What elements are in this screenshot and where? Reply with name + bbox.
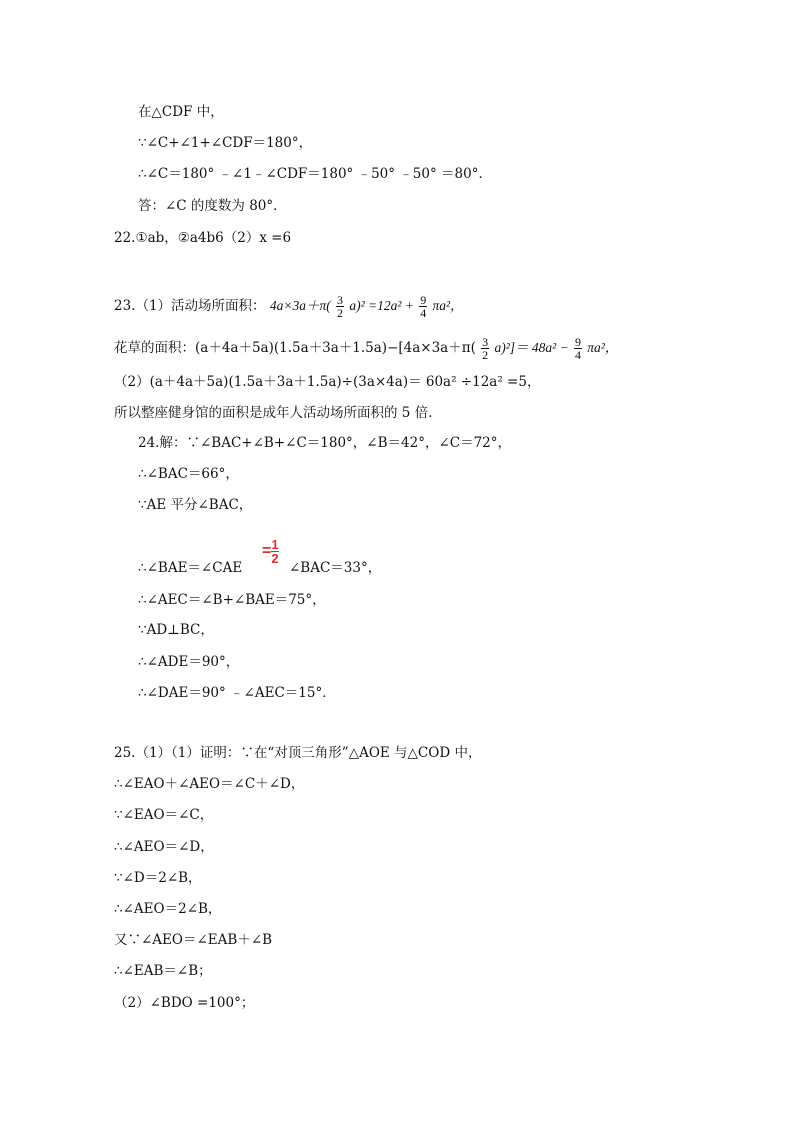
text-line: ∴∠BAC＝66°， — [138, 466, 239, 482]
fraction — [336, 294, 344, 319]
fraction — [419, 294, 427, 319]
text-line: ∴∠BAE＝∠CAE — [138, 560, 243, 576]
text-line: ∴∠ADE＝90°， — [138, 654, 240, 670]
fraction-denominator: 2 — [337, 306, 344, 320]
annotation-numerator: 1 — [271, 537, 279, 552]
text-line: ∴∠AEO＝2∠B， — [114, 901, 222, 917]
text-line: 24.解：∵∠BAC+∠B+∠C＝180°，∠B＝42°，∠C＝72°， — [138, 435, 512, 451]
text-line: ∵∠EAO＝∠C， — [114, 807, 214, 823]
text-line: ∵∠D＝2∠B， — [114, 870, 202, 886]
fraction-numerator: 9 — [420, 293, 427, 307]
text-line: ∴∠AEC＝∠B+∠BAE＝75°， — [138, 592, 326, 608]
text-line: ∵AE 平分∠BAC， — [138, 497, 253, 513]
fraction-denominator: 2 — [482, 348, 489, 362]
fraction-numerator: 9 — [574, 335, 581, 349]
fraction — [574, 336, 582, 361]
text-line: 答：∠C 的度数为 80°． — [138, 198, 287, 214]
math-segment: 4a×3a＋π( — [269, 298, 331, 313]
fraction-numerator: 3 — [482, 335, 489, 349]
text-line: ∴∠C＝180° ﹣∠1﹣∠CDF＝180° ﹣50° ﹣50° ＝80°． — [138, 166, 492, 182]
text-line: （2）∠BDO =100°； — [114, 995, 255, 1011]
text-line: 所以整座健身馆的面积是成年人活动场所面积的 5 倍. — [114, 405, 433, 421]
math-line — [114, 294, 464, 319]
text-line: 又∵∠AEO＝∠EAB＋∠B — [114, 932, 273, 948]
text-line: ∠BAC＝33°， — [289, 560, 382, 576]
fraction-numerator: 3 — [337, 293, 344, 307]
text-segment: 花草的面积：(a＋4a＋5a)(1.5a＋3a＋1.5a)−[4a×3a＋π( — [114, 340, 476, 356]
annotation-denominator: 2 — [271, 551, 279, 566]
fraction — [481, 336, 489, 361]
text-line: ∵AD⊥BC， — [138, 622, 214, 638]
text-line: ∴∠DAE＝90° ﹣∠AEC＝15°． — [138, 685, 336, 701]
math-line — [114, 336, 618, 361]
text-line: ∴∠AEO＝∠D， — [114, 839, 214, 855]
text-line: 22.①ab，②a4b6（2）x =6 — [114, 230, 292, 246]
text-line: ∴∠EAO＋∠AEO＝∠C＋∠D， — [114, 776, 305, 792]
text-line: ∵∠C+∠1+∠CDF＝180°， — [138, 135, 313, 151]
text-line: ∴∠EAB＝∠B； — [114, 963, 212, 979]
math-segment: πa²， — [587, 340, 619, 355]
text-line: 在△CDF 中， — [138, 104, 224, 120]
annotation-equals: = — [262, 542, 272, 560]
text-line: 25.（1）（1）证明：∵在“对顶三角形”△AOE 与△COD 中， — [114, 745, 482, 761]
text-line: （2）(a＋4a＋5a)(1.5a＋3a＋1.5a)÷(3a×4a)＝ 60a² ÷12a² =5， — [114, 374, 541, 390]
math-segment: a)² =12a² + — [349, 298, 414, 313]
math-segment: a)²]＝ 48a² − — [494, 340, 569, 355]
fraction-denominator: 4 — [574, 348, 581, 362]
math-segment: πa²， — [432, 298, 464, 313]
red-annotation-fraction — [262, 538, 279, 565]
text-segment: 23.（1）活动场所面积： — [114, 298, 266, 314]
fraction-denominator: 4 — [420, 306, 427, 320]
